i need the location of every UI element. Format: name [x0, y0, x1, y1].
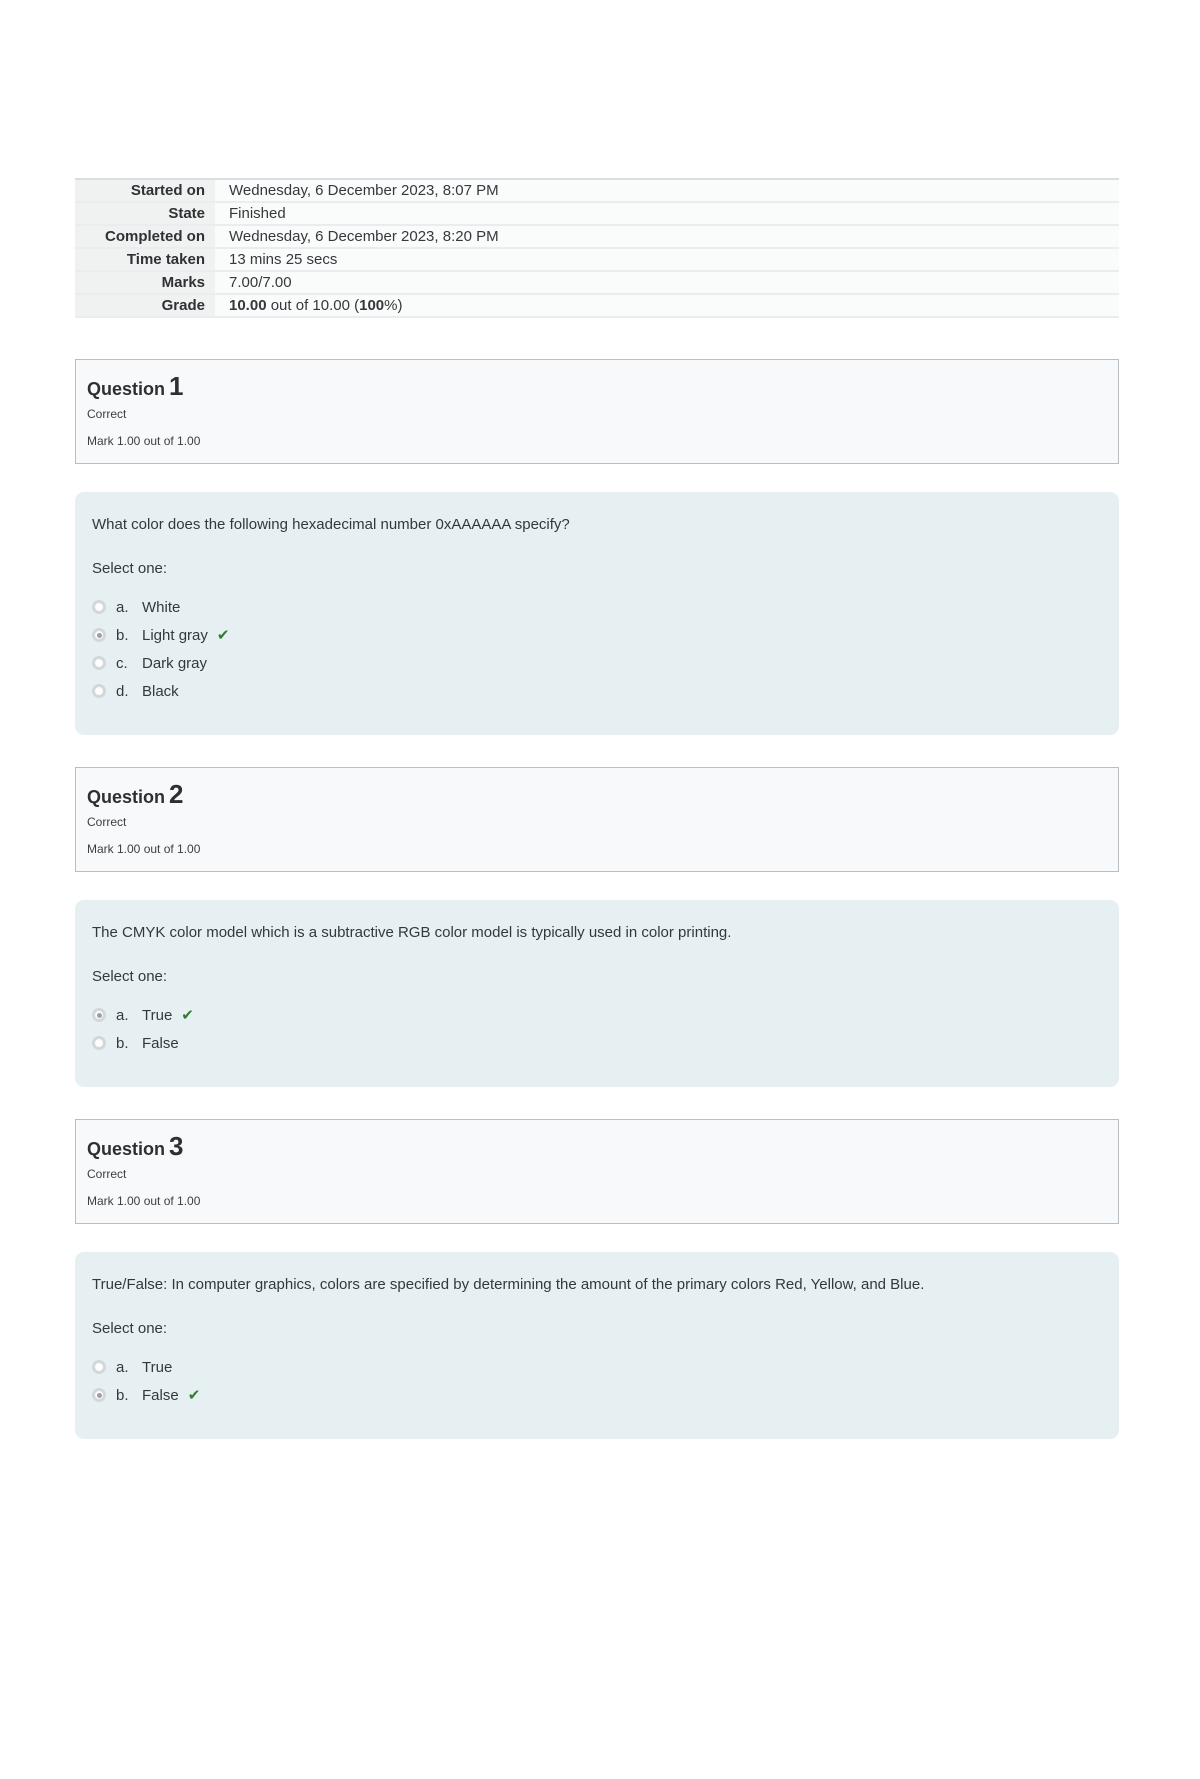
grade-value: 10.00 [229, 297, 267, 314]
answer-options [92, 1001, 1101, 1057]
summary-label: Completed on [75, 225, 215, 248]
option-letter: b. [116, 626, 129, 644]
option-letter: a. [116, 598, 129, 616]
question-number: 3 [169, 1131, 184, 1161]
radio-button-icon[interactable] [92, 656, 106, 670]
option-label: Black [142, 682, 179, 700]
question-mark-text: Mark 1.00 out of 1.00 [87, 842, 201, 856]
question-state-badge: Correct [87, 407, 127, 421]
summary-row-time-taken [75, 248, 1119, 271]
radio-button-icon[interactable] [92, 600, 106, 614]
summary-label: Time taken [75, 248, 215, 271]
summary-value-grade [215, 294, 1119, 317]
summary-label: Grade [75, 294, 215, 317]
answer-option-a [92, 593, 1101, 621]
option-label: Light gray [142, 626, 208, 644]
quiz-review-page [75, 0, 1119, 1779]
answer-options [92, 1353, 1101, 1409]
option-label: True [142, 1006, 173, 1024]
radio-dot-icon [97, 633, 102, 638]
question-state-badge: Correct [87, 1167, 127, 1181]
option-letter: c. [116, 654, 128, 672]
question-2-content-card [75, 900, 1119, 1087]
radio-button-icon[interactable] [92, 1036, 106, 1050]
summary-label: Marks [75, 271, 215, 294]
option-letter: d. [116, 682, 129, 700]
quiz-attempt-summary-table [75, 178, 1119, 318]
question-1-content-card [75, 492, 1119, 735]
summary-value: Wednesday, 6 December 2023, 8:07 PM [215, 179, 1119, 202]
option-label: Dark gray [142, 654, 208, 672]
summary-value: Wednesday, 6 December 2023, 8:20 PM [215, 225, 1119, 248]
summary-row-state [75, 202, 1119, 225]
grade-text: out of 10.00 ( [266, 297, 360, 314]
answer-option-b [92, 1381, 1101, 1409]
question-state-badge: Correct [87, 815, 127, 829]
question-2-info-card [75, 767, 1119, 872]
summary-row-completed-on [75, 225, 1119, 248]
answer-option-b [92, 621, 1101, 649]
radio-button-icon[interactable] [92, 684, 106, 698]
option-label: True [142, 1358, 173, 1376]
question-2-heading [87, 781, 1106, 807]
option-letter: a. [116, 1358, 129, 1376]
question-heading-word: Question [87, 379, 166, 399]
question-text: The CMYK color model which is a subtractive RGB color model is typically used in color printing. [92, 924, 732, 941]
option-label: False [142, 1034, 179, 1052]
radio-dot-icon [97, 1013, 102, 1018]
question-1-block [75, 359, 1119, 735]
radio-button-icon[interactable] [92, 1360, 106, 1374]
summary-label: Started on [75, 179, 215, 202]
option-letter: b. [116, 1034, 129, 1052]
question-3-content-card [75, 1252, 1119, 1439]
question-2-block [75, 767, 1119, 1087]
summary-label: State [75, 202, 215, 225]
summary-value: Finished [215, 202, 1119, 225]
question-heading-word: Question [87, 1139, 166, 1159]
correct-check-icon: ✔ [216, 626, 230, 644]
option-letter: a. [116, 1006, 129, 1024]
summary-value: 7.00/7.00 [215, 271, 1119, 294]
summary-value: 13 mins 25 secs [215, 248, 1119, 271]
radio-button-icon[interactable] [92, 628, 106, 642]
correct-check-icon: ✔ [187, 1386, 201, 1404]
question-1-info-card [75, 359, 1119, 464]
radio-button-icon[interactable] [92, 1388, 106, 1402]
question-text: What color does the following hexadecimal number 0xAAAAAA specify? [92, 516, 570, 533]
grade-percent: 100 [359, 297, 385, 314]
question-number: 1 [169, 371, 184, 401]
question-text: True/False: In computer graphics, colors are specified by determining the amount of the primary colors Red, Yellow, and Blue. [92, 1276, 925, 1293]
answer-option-a [92, 1001, 1101, 1029]
select-one-prompt: Select one: [92, 1320, 168, 1337]
question-3-info-card [75, 1119, 1119, 1224]
question-mark-text: Mark 1.00 out of 1.00 [87, 1194, 201, 1208]
correct-check-icon: ✔ [181, 1006, 194, 1024]
summary-row-marks [75, 271, 1119, 294]
question-3-block [75, 1119, 1119, 1439]
option-label: White [142, 598, 181, 616]
question-mark-text: Mark 1.00 out of 1.00 [87, 434, 201, 448]
answer-option-c [92, 649, 1101, 677]
question-number: 2 [169, 779, 184, 809]
option-label: False [142, 1386, 179, 1404]
option-letter: b. [116, 1386, 129, 1404]
radio-dot-icon [97, 1393, 102, 1398]
answer-options [92, 593, 1101, 705]
radio-button-icon[interactable] [92, 1008, 106, 1022]
answer-option-a [92, 1353, 1101, 1381]
answer-option-d [92, 677, 1101, 705]
question-1-heading [87, 373, 1106, 399]
summary-row-started-on [75, 179, 1119, 202]
summary-row-grade [75, 294, 1119, 317]
question-3-heading [87, 1133, 1106, 1159]
answer-option-b [92, 1029, 1101, 1057]
select-one-prompt: Select one: [92, 968, 168, 985]
grade-text-end: %) [384, 297, 403, 314]
select-one-prompt: Select one: [92, 560, 168, 577]
question-heading-word: Question [87, 787, 166, 807]
